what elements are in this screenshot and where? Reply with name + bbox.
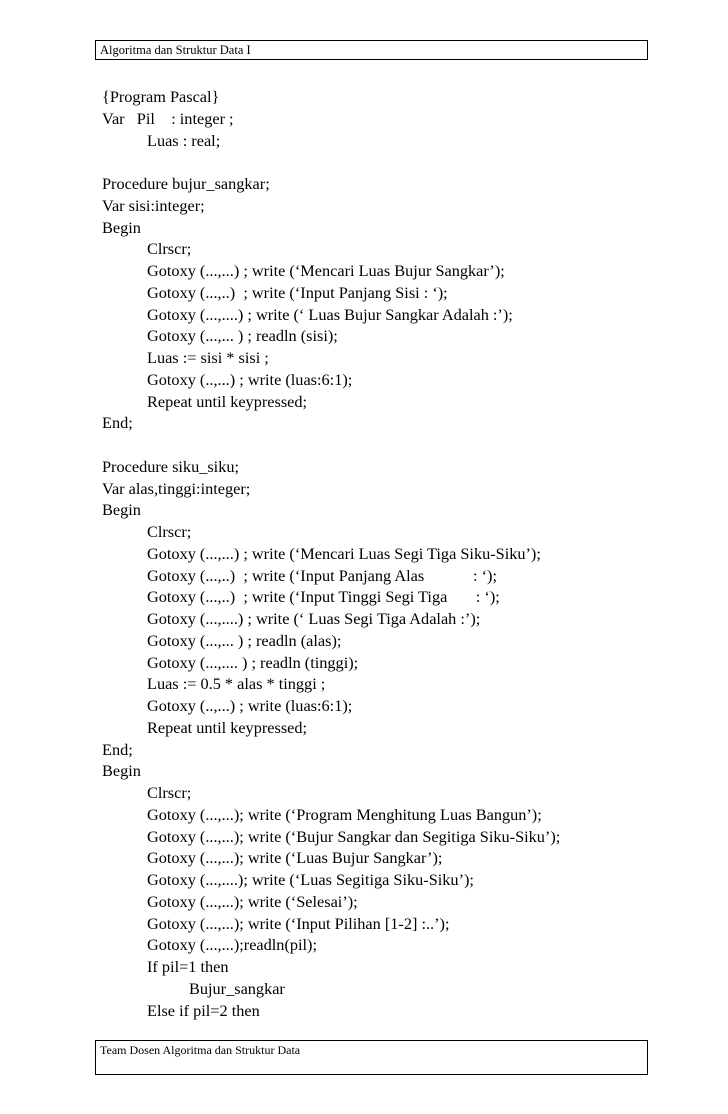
code-line: Gotoxy (...,..) ; write (‘Input Tinggi Segi Tiga : ‘); [147, 587, 500, 607]
code-line: {Program Pascal} [102, 87, 220, 106]
code-line: Gotoxy (...,....) ; write (‘ Luas Segi Tiga Adalah :’); [147, 609, 481, 628]
code-line: Gotoxy (...,...) ; write (‘Mencari Luas Segi Tiga Siku-Siku’); [147, 543, 541, 563]
code-line: Gotoxy (...,...); write (‘Selesai’); [147, 891, 358, 911]
page-header [95, 40, 648, 60]
code-line: Luas := 0.5 * alas * tinggi ; [147, 674, 326, 694]
code-line: Clrscr; [147, 783, 192, 802]
code-line: Var alas,tinggi:integer; [102, 478, 251, 498]
code-line: Gotoxy (..,...) ; write (luas:6:1); [147, 369, 353, 389]
code-line: Luas := sisi * sisi ; [147, 348, 269, 367]
code-line: Gotoxy (...,....); write (‘Luas Segitiga Siku-Siku’); [147, 870, 474, 889]
code-line: Gotoxy (...,...); write (‘Bujur Sangkar dan Segitiga Siku-Siku’); [147, 826, 561, 846]
code-line: Gotoxy (...,....) ; write (‘ Luas Bujur Sangkar Adalah :’); [147, 304, 513, 324]
blank-line [102, 151, 662, 173]
code-line: End; [102, 739, 133, 759]
code-line: Gotoxy (...,...);readln(pil); [147, 935, 318, 955]
code-line: Clrscr; [147, 522, 192, 541]
code-listing [102, 86, 662, 1021]
code-line: Gotoxy (...,...) ; write (‘Mencari Luas Bujur Sangkar’); [147, 261, 505, 280]
code-line: Luas : real; [147, 130, 221, 150]
code-line: Repeat until keypressed; [147, 391, 308, 411]
code-line: Gotoxy (...,..) ; write (‘Input Panjang Sisi : ‘); [147, 282, 448, 302]
footer-text: Team Dosen Algoritma dan Struktur Data [100, 1043, 301, 1057]
code-line: Gotoxy (...,... ) ; readln (sisi); [147, 326, 338, 346]
code-line: Gotoxy (...,... ) ; readln (alas); [147, 630, 342, 650]
code-line: Gotoxy (...,...); write (‘Luas Bujur Sangkar’); [147, 848, 443, 868]
code-line: End; [102, 413, 133, 433]
header-title: Algoritma dan Struktur Data I [100, 43, 251, 57]
code-line: Gotoxy (...,..) ; write (‘Input Panjang Alas : ‘); [147, 565, 497, 585]
code-line: Begin [102, 500, 141, 520]
code-line: Gotoxy (...,.... ) ; readln (tinggi); [147, 652, 359, 672]
page-footer [95, 1040, 648, 1075]
code-line: Procedure siku_siku; [102, 456, 240, 476]
code-line: Gotoxy (...,...); write (‘Program Menghitung Luas Bangun’); [147, 804, 542, 824]
code-line: Gotoxy (..,...) ; write (luas:6:1); [147, 696, 353, 715]
code-line: Var Pil : integer ; [102, 108, 234, 128]
blank-line [102, 434, 662, 456]
code-line: Var sisi:integer; [102, 195, 205, 215]
code-line: Gotoxy (...,...); write (‘Input Pilihan [1-2] :..’); [147, 913, 450, 933]
code-line: Else if pil=2 then [147, 1000, 260, 1020]
code-line: Begin [102, 761, 141, 781]
code-line: Repeat until keypressed; [147, 717, 308, 737]
code-line: Begin [102, 217, 141, 237]
code-line: Procedure bujur_sangkar; [102, 174, 270, 193]
code-line: Clrscr; [147, 239, 192, 259]
code-line: Bujur_sangkar [189, 978, 285, 998]
code-line: If pil=1 then [147, 957, 229, 976]
